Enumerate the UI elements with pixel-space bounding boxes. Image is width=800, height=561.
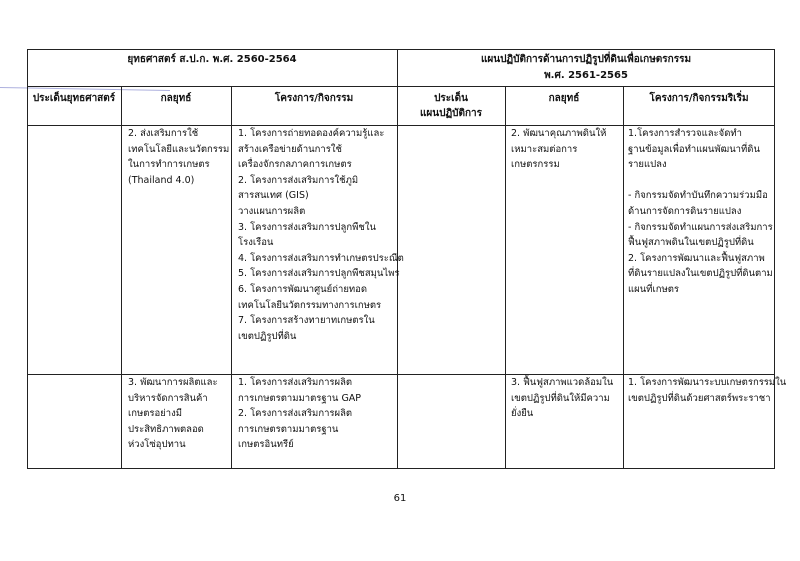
row2-strategy: [128, 375, 218, 453]
cell-line: ที่ดินรายแปลงในเขตปฏิรูปที่ดินตาม: [628, 268, 773, 280]
col-header-strategy: กลยุทธ์: [160, 93, 192, 104]
cell-line: เขตปฏิรูปที่ดินด้วยศาสตร์พระราชา: [628, 392, 771, 404]
cell-line: เขตปฏิรูปที่ดินให้มีความ: [511, 392, 610, 404]
cell-line: บริหารจัดการสินค้า: [128, 392, 208, 404]
cell-line: (Thailand 4.0): [128, 174, 195, 186]
cell-line: 6. โครงการพัฒนาศูนย์ถ่ายทอด: [238, 283, 368, 295]
table-left-border: [27, 49, 28, 468]
cell-line: 2. ส่งเสริมการใช้: [128, 128, 199, 139]
cell-line: เทคโนโลยีและนวัตกรรม: [128, 143, 230, 155]
cell-line: สารสนเทศ (GIS): [238, 190, 309, 202]
cell-line: 2. พัฒนาคุณภาพดินให้: [511, 128, 607, 139]
cell-line: 2. โครงการส่งเสริมการผลิต: [238, 408, 353, 420]
table-bottom-border: [27, 468, 775, 469]
col-header-issue: ประเด็นยุทธศาสตร์: [32, 93, 116, 104]
cell-line: แผนที่เกษตร: [628, 283, 679, 295]
cell-line: 1. โครงการส่งเสริมการผลิต: [238, 377, 353, 388]
col-divider-5: [623, 86, 624, 468]
cell-line: ฟื้นฟูสภาพดินในเขตปฏิรูปที่ดิน: [628, 237, 754, 249]
cell-line: 3. พัฒนาการผลิตและ: [128, 377, 218, 388]
col-header-plan-issue-line1: ประเด็น: [434, 93, 468, 104]
right-group-header-line1: แผนปฏิบัติการด้านการปฏิรูปที่ดินเพื่อเกษตรกรรม: [480, 54, 692, 65]
cell-line: 4. โครงการส่งเสริมการทำเกษตรประณีต: [238, 252, 404, 264]
col-divider-4: [505, 86, 506, 468]
cell-line: ด้านการจัดการดินรายแปลง: [628, 205, 742, 217]
strategy-table: [27, 49, 787, 468]
cell-line: 1. โครงการพัฒนาระบบเกษตรกรรมใน: [628, 377, 787, 388]
cell-line: [628, 173, 773, 189]
table-top-border: [27, 49, 775, 50]
cell-line: เกษตรกรรม: [511, 159, 560, 171]
cell-line: สร้างเครือข่ายด้านการใช้: [238, 143, 342, 155]
cell-line: 1. โครงการถ่ายทอดองค์ความรู้และ: [238, 128, 385, 139]
row2-initiative: [628, 375, 786, 406]
col-header-projects: โครงการ/กิจกรรม: [274, 93, 354, 104]
row1-projects: [238, 126, 404, 344]
right-group-header-line2: พ.ศ. 2561-2565: [544, 70, 628, 81]
cell-line: 7. โครงการสร้างทายาทเกษตรใน: [238, 315, 375, 327]
cell-line: การเกษตรตามมาตรฐาน: [238, 423, 339, 435]
row1-initiative: [628, 126, 773, 298]
cell-line: 2. โครงการพัฒนาและฟื้นฟูสภาพ: [628, 252, 765, 264]
cell-line: 1.โครงการสำรวจและจัดทำ: [628, 128, 742, 139]
col-header-plan-strategy: กลยุทธ์: [548, 93, 580, 104]
cell-line: เกษตรอย่างมี: [128, 408, 183, 420]
cell-line: วางแผนการผลิต: [238, 205, 306, 217]
cell-line: การเกษตรตามมาตรฐาน GAP: [238, 392, 362, 404]
cell-line: ฐานข้อมูลเพื่อทำแผนพัฒนาที่ดิน: [628, 143, 760, 155]
col-header-plan-issue-line2: แผนปฏิบัติการ: [419, 108, 483, 119]
cell-line: ประสิทธิภาพตลอด: [128, 423, 204, 435]
page-number: 61: [393, 493, 407, 504]
group-header-border: [27, 86, 775, 87]
cell-line: เทคโนโลยีนวัตกรรมทางการเกษตร: [238, 299, 382, 311]
cell-line: ในการทำการเกษตร: [128, 159, 210, 171]
cell-line: โรงเรือน: [238, 237, 274, 249]
row1-strategy: [128, 126, 229, 188]
cell-line: - กิจกรรมจัดทำบันทึกความร่วมมือ: [628, 190, 768, 202]
cell-line: 3. โครงการส่งเสริมการปลูกพืชใน: [238, 221, 376, 233]
cell-line: ห่วงโซ่อุปทาน: [128, 439, 186, 451]
col-divider-1: [121, 86, 122, 468]
col-header-initiative: โครงการ/กิจกรรมริเริ่ม: [649, 93, 749, 104]
cell-line: เครื่องจักรกลภาคการเกษตร: [238, 159, 352, 171]
left-group-header: ยุทธศาสตร์ ส.ป.ก. พ.ศ. 2560-2564: [127, 54, 297, 65]
row2-projects: [238, 375, 361, 453]
cell-line: เหมาะสมต่อการ: [511, 143, 578, 155]
cell-line: 3. ฟื้นฟูสภาพแวดล้อมใน: [511, 377, 614, 388]
cell-line: 2. โครงการส่งเสริมการใช้ภูมิ: [238, 174, 359, 186]
cell-line: เกษตรอินทรีย์: [238, 439, 294, 451]
cell-line: รายแปลง: [628, 159, 667, 171]
cell-line: เขตปฏิรูปที่ดิน: [238, 330, 297, 342]
row1-plan-strategy: [511, 126, 606, 173]
cell-line: 5. โครงการส่งเสริมการปลูกพืชสมุนไพร: [238, 268, 400, 280]
row2-plan-strategy: [511, 375, 613, 422]
cell-line: - กิจกรรมจัดทำแผนการส่งเสริมการ: [628, 221, 773, 233]
col-divider-2: [231, 86, 232, 468]
cell-line: ยั่งยืน: [511, 408, 534, 420]
